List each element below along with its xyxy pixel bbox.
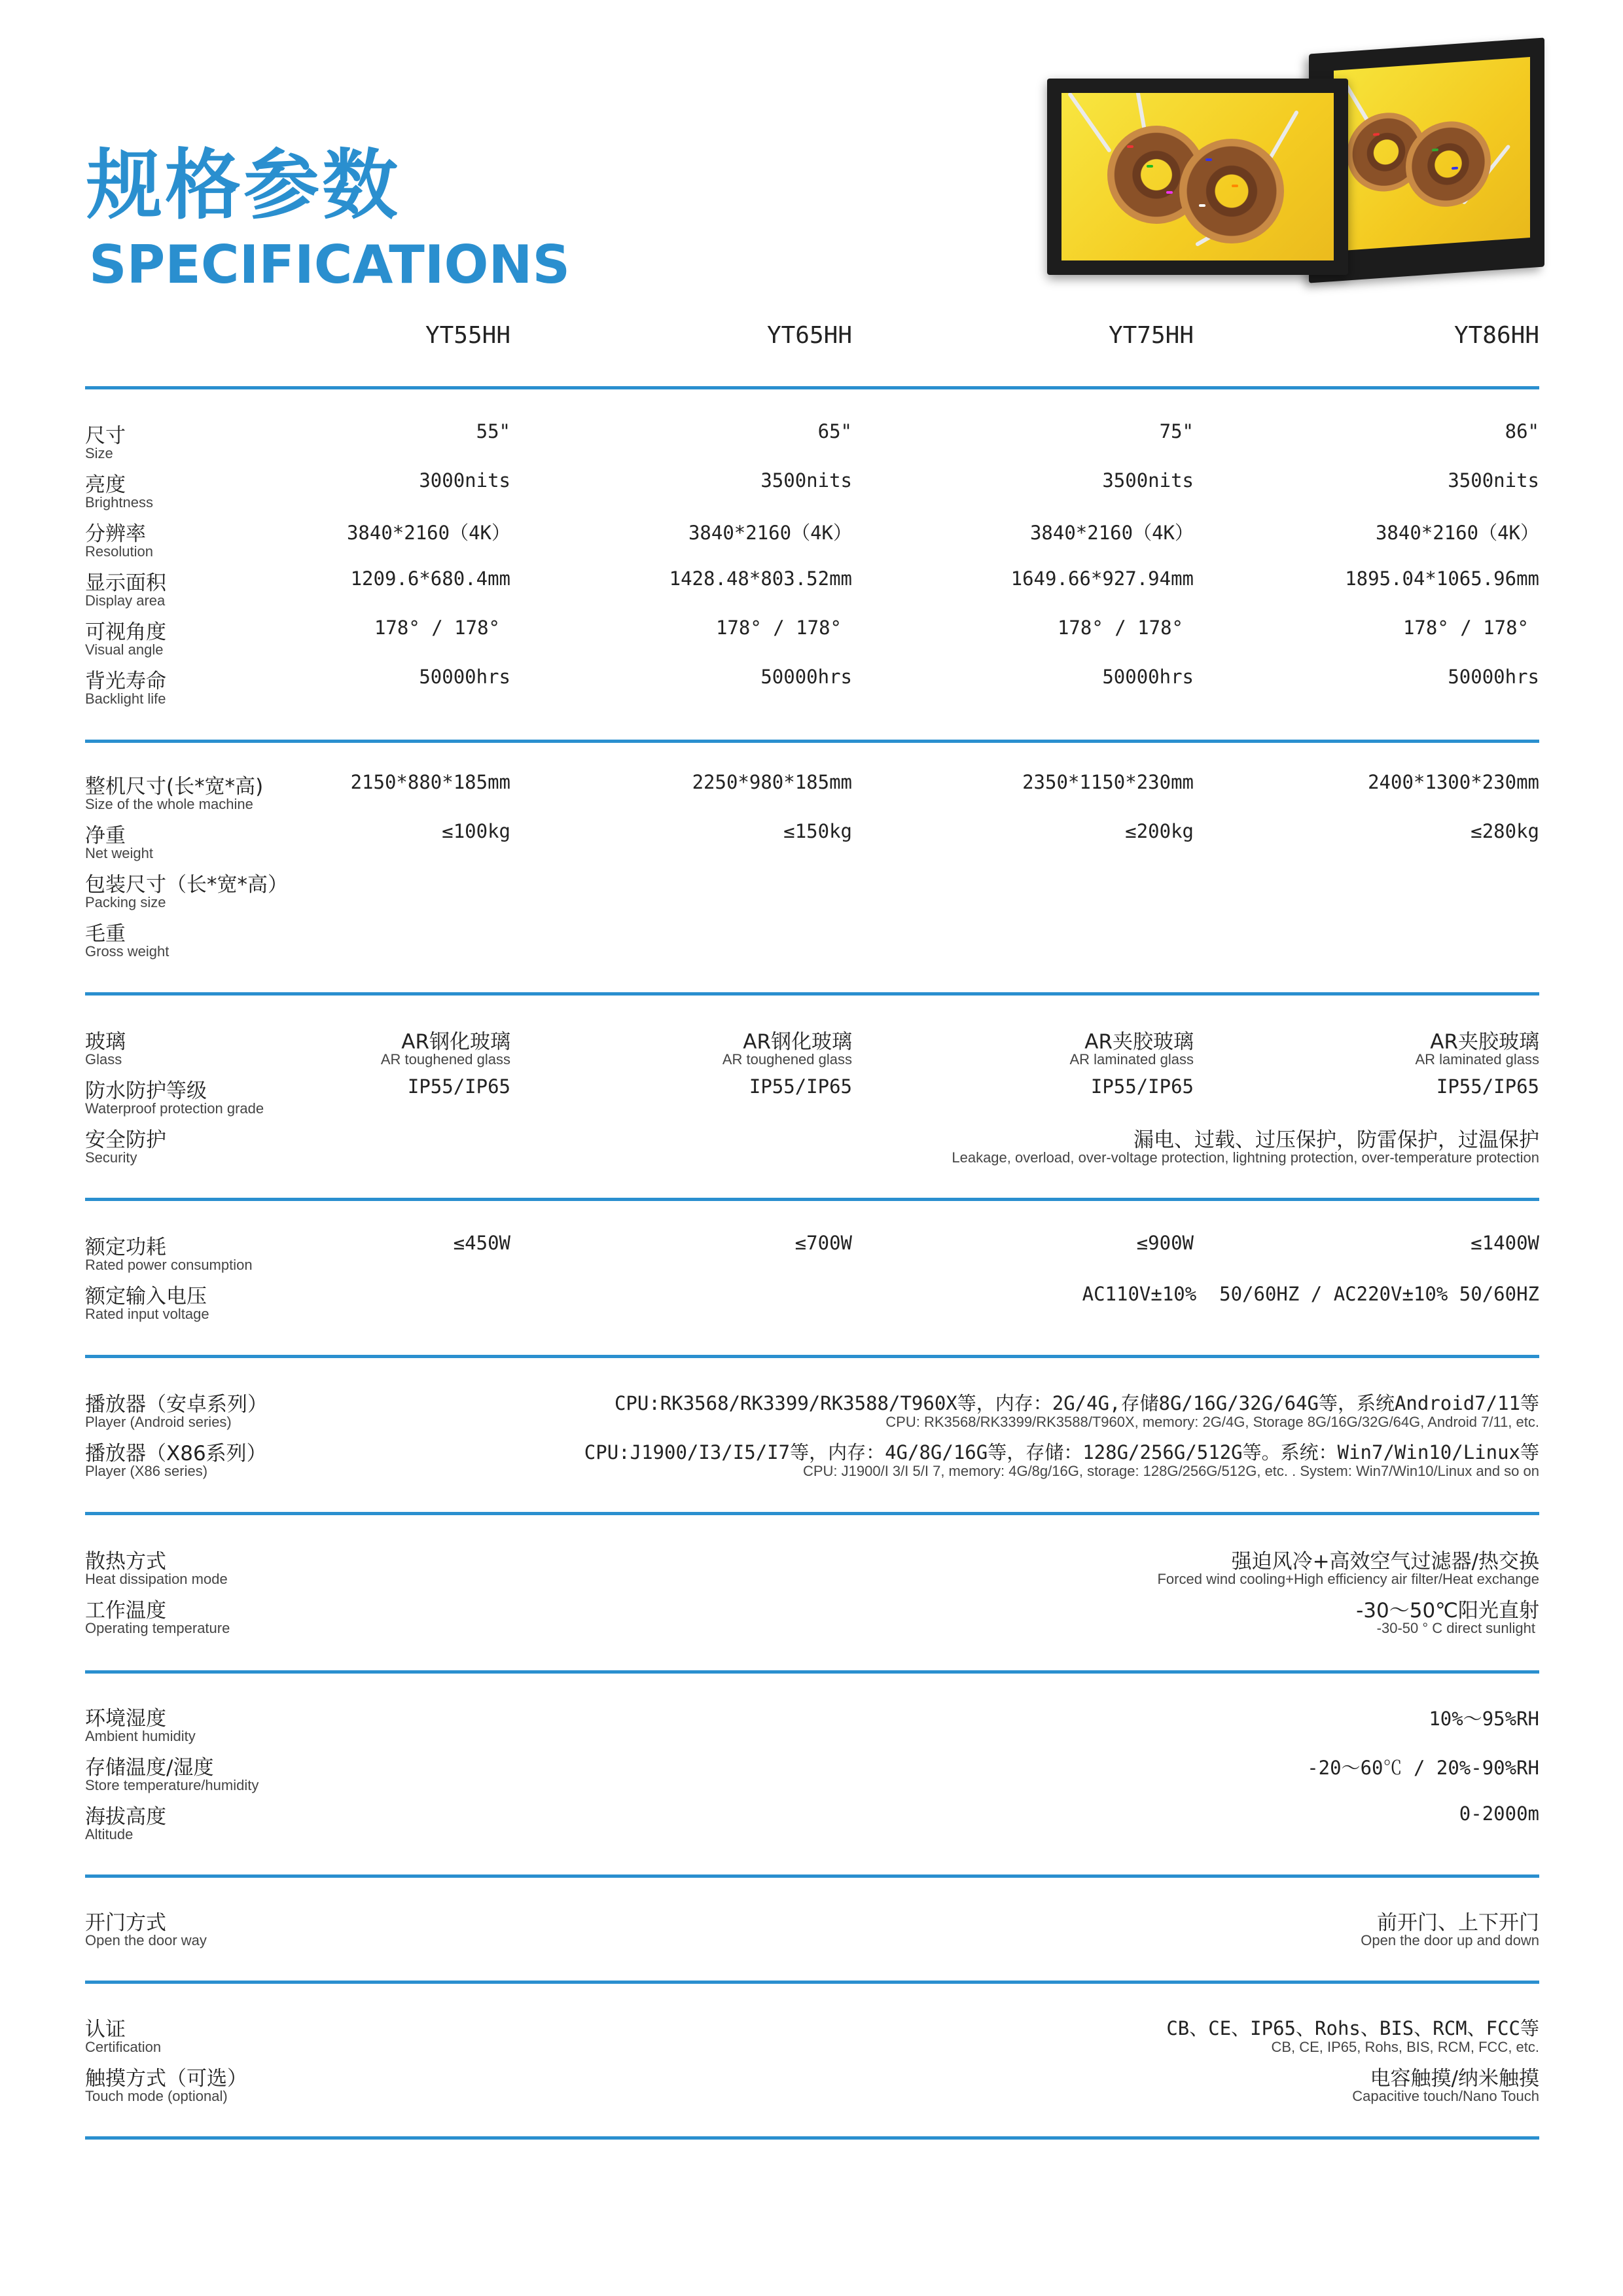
- spec-value-en: Capacitive touch/Nano Touch: [1352, 2088, 1539, 2104]
- spec-value-en: AR toughened glass: [380, 1051, 510, 1067]
- spec-label: 整机尺寸(长*宽*高): [85, 775, 264, 798]
- spec-label-en: Security: [85, 1149, 137, 1166]
- spec-label-en: Rated power consumption: [85, 1257, 253, 1273]
- section-divider: [85, 1981, 1539, 1984]
- section-divider: [85, 992, 1539, 996]
- spec-value: 75": [1159, 420, 1194, 442]
- spec-value: CPU:J1900/I3/I5/I7等，内存：4G/8G/16G等，存储：128G/256G/512G等。系统：Win7/Win10/Linux等: [584, 1441, 1539, 1463]
- spec-value: 3500nits: [1448, 469, 1539, 492]
- spec-label-en: Player (Android series): [85, 1414, 232, 1430]
- spec-value: 50000hrs: [1448, 666, 1539, 688]
- section-divider: [85, 1874, 1539, 1878]
- spec-value: 178° / 178°: [1402, 617, 1529, 639]
- spec-label-en: Resolution: [85, 543, 153, 560]
- spec-value: -20～60℃ / 20%-90%RH: [1307, 1757, 1539, 1779]
- page-title-en: SPECIFICATIONS: [89, 234, 571, 295]
- spec-value-en: AR toughened glass: [722, 1051, 852, 1067]
- spec-value: 3000nits: [419, 469, 510, 492]
- spec-value: 2250*980*185mm: [692, 771, 852, 793]
- spec-value: ≤700W: [794, 1232, 852, 1254]
- spec-label-en: Size: [85, 445, 113, 461]
- section-divider: [85, 2136, 1539, 2140]
- spec-value: IP55/IP65: [1090, 1075, 1194, 1098]
- spec-value: 2150*880*185mm: [350, 771, 510, 793]
- spec-label: 工作温度: [85, 1599, 166, 1623]
- spec-label: 显示面积: [85, 571, 166, 595]
- spec-value-en: CPU: J1900/I 3/I 5/I 7, memory: 4G/8g/16G, storage: 128G/256G/512G, etc. . System: Win7/Win10/Linux and so on: [802, 1463, 1539, 1479]
- spec-label-en: Size of the whole machine: [85, 796, 253, 812]
- spec-label: 防水防护等级: [85, 1079, 207, 1103]
- spec-label-en: Net weight: [85, 845, 153, 861]
- spec-label: 开门方式: [85, 1911, 166, 1935]
- spec-label-en: Glass: [85, 1051, 122, 1067]
- spec-label-en: Operating temperature: [85, 1620, 230, 1636]
- spec-value: 3500nits: [1102, 469, 1194, 492]
- spec-label: 播放器（X86系列）: [85, 1442, 267, 1465]
- spec-label: 环境湿度: [85, 1707, 166, 1731]
- section-divider: [85, 1355, 1539, 1358]
- spec-label: 分辨率: [85, 522, 146, 546]
- model-header: YT75HH: [1108, 322, 1194, 349]
- spec-value: 86": [1505, 420, 1539, 442]
- spec-value: IP55/IP65: [1436, 1075, 1539, 1098]
- spec-value: 漏电、过载、过压保护，防雷保护，过温保护: [1133, 1128, 1539, 1152]
- spec-label-en: Ambient humidity: [85, 1728, 196, 1744]
- spec-label: 安全防护: [85, 1128, 166, 1152]
- spec-value: 3840*2160（4K）: [346, 522, 510, 544]
- front-display-image: [1047, 79, 1348, 275]
- spec-value: AR夹胶玻璃: [1430, 1030, 1539, 1054]
- model-header: YT86HH: [1454, 322, 1539, 349]
- spec-value: 3500nits: [760, 469, 852, 492]
- spec-value: 3840*2160（4K）: [1375, 522, 1539, 544]
- spec-value: 强迫风冷+高效空气过滤器/热交换: [1231, 1550, 1539, 1573]
- spec-value: 178° / 178°: [1057, 617, 1183, 639]
- spec-value: ≤900W: [1136, 1232, 1194, 1254]
- spec-value: CB、CE、IP65、Rohs、BIS、RCM、FCC等: [1166, 2017, 1539, 2039]
- spec-label-en: Touch mode (optional): [85, 2088, 228, 2104]
- spec-value-en: Forced wind cooling+High efficiency air filter/Heat exchange: [1157, 1571, 1539, 1587]
- spec-value: 前开门、上下开门: [1377, 1911, 1539, 1935]
- spec-value: 50000hrs: [760, 666, 852, 688]
- spec-label: 存储温度/湿度: [85, 1756, 214, 1780]
- spec-label-en: Packing size: [85, 894, 166, 910]
- spec-label-en: Brightness: [85, 494, 153, 511]
- spec-value: 电容触摸/纳米触摸: [1370, 2067, 1539, 2090]
- spec-label-en: Rated input voltage: [85, 1306, 209, 1322]
- spec-label: 额定输入电压: [85, 1285, 207, 1308]
- spec-value: 3840*2160（4K）: [1029, 522, 1194, 544]
- spec-label: 散热方式: [85, 1550, 166, 1573]
- spec-label-en: Open the door way: [85, 1932, 207, 1948]
- spec-value: AR夹胶玻璃: [1084, 1030, 1194, 1054]
- spec-label: 播放器（安卓系列）: [85, 1393, 268, 1416]
- spec-value-en: -30-50 ° C direct sunlight: [1376, 1620, 1535, 1636]
- spec-label: 净重: [85, 824, 126, 848]
- spec-label-en: Gross weight: [85, 943, 169, 960]
- spec-label-en: Altitude: [85, 1826, 134, 1842]
- spec-label: 背光寿命: [85, 670, 166, 693]
- spec-value: 50000hrs: [1102, 666, 1194, 688]
- spec-value: ≤280kg: [1471, 820, 1539, 842]
- model-header: YT65HH: [766, 322, 852, 349]
- spec-value: 2350*1150*230mm: [1022, 771, 1194, 793]
- page-title-cn: 规格参数: [86, 141, 401, 230]
- spec-value-en: AR laminated glass: [1415, 1051, 1539, 1067]
- spec-label-en: Store temperature/humidity: [85, 1777, 259, 1793]
- spec-label-en: Visual angle: [85, 641, 164, 658]
- spec-value: 2400*1300*230mm: [1368, 771, 1539, 793]
- spec-label: 玻璃: [85, 1030, 126, 1054]
- spec-value: ≤1400W: [1471, 1232, 1539, 1254]
- spec-label-en: Player (X86 series): [85, 1463, 208, 1479]
- spec-label: 海拔高度: [85, 1805, 166, 1829]
- section-divider: [85, 1670, 1539, 1674]
- spec-value-en: AR laminated glass: [1069, 1051, 1194, 1067]
- spec-label-en: Display area: [85, 592, 166, 609]
- spec-value: ≤150kg: [783, 820, 852, 842]
- spec-value: AC110V±10% 50/60HZ / AC220V±10% 50/60HZ: [1082, 1283, 1539, 1305]
- section-divider: [85, 740, 1539, 743]
- spec-value: 178° / 178°: [374, 617, 500, 639]
- spec-label-en: Backlight life: [85, 691, 166, 707]
- spec-label: 包装尺寸（长*宽*高）: [85, 873, 288, 897]
- spec-value: 10%～95%RH: [1429, 1708, 1539, 1730]
- spec-value: AR钢化玻璃: [401, 1030, 510, 1054]
- spec-label: 尺寸: [85, 424, 126, 448]
- spec-value: CPU:RK3568/RK3399/RK3588/T960X等，内存：2G/4G,存储8G/16G/32G/64G等，系统Android7/11等: [614, 1392, 1539, 1414]
- spec-value: 178° / 178°: [715, 617, 842, 639]
- spec-value-en: Open the door up and down: [1361, 1932, 1539, 1948]
- spec-value: ≤200kg: [1125, 820, 1194, 842]
- spec-value: 1209.6*680.4mm: [350, 567, 510, 590]
- spec-label: 触摸方式（可选）: [85, 2067, 247, 2090]
- spec-label: 亮度: [85, 473, 126, 497]
- section-divider: [85, 1198, 1539, 1201]
- spec-value: AR钢化玻璃: [743, 1030, 852, 1054]
- spec-value-en: CB, CE, IP65, Rohs, BIS, RCM, FCC, etc.: [1271, 2039, 1539, 2055]
- spec-value-en: CPU: RK3568/RK3399/RK3588/T960X, memory: 2G/4G, Storage 8G/16G/32G/64G, Android 7/11, etc.: [885, 1414, 1539, 1430]
- spec-label: 认证: [85, 2018, 126, 2041]
- spec-label: 毛重: [85, 922, 126, 946]
- spec-value: 1649.66*927.94mm: [1010, 567, 1194, 590]
- spec-value: IP55/IP65: [749, 1075, 852, 1098]
- spec-value: 3840*2160（4K）: [688, 522, 852, 544]
- spec-label: 额定功耗: [85, 1236, 166, 1259]
- section-divider: [85, 386, 1539, 389]
- spec-value-en: Leakage, overload, over-voltage protection, lightning protection, over-temperature protection: [952, 1149, 1539, 1166]
- spec-label: 可视角度: [85, 620, 166, 644]
- spec-value: 1895.04*1065.96mm: [1345, 567, 1539, 590]
- section-divider: [85, 1512, 1539, 1515]
- spec-value: ≤450W: [453, 1232, 510, 1254]
- spec-value: 55": [476, 420, 510, 442]
- spec-value: 50000hrs: [419, 666, 510, 688]
- model-header: YT55HH: [425, 322, 510, 349]
- spec-value: IP55/IP65: [407, 1075, 510, 1098]
- spec-value: ≤100kg: [442, 820, 510, 842]
- spec-label-en: Waterproof protection grade: [85, 1100, 264, 1117]
- spec-value: 0-2000m: [1459, 1803, 1539, 1825]
- spec-value: 65": [817, 420, 852, 442]
- product-image: [1047, 46, 1544, 281]
- spec-value: -30～50℃阳光直射: [1356, 1599, 1539, 1623]
- spec-label-en: Certification: [85, 2039, 162, 2055]
- spec-label-en: Heat dissipation mode: [85, 1571, 228, 1587]
- spec-value: 1428.48*803.52mm: [669, 567, 852, 590]
